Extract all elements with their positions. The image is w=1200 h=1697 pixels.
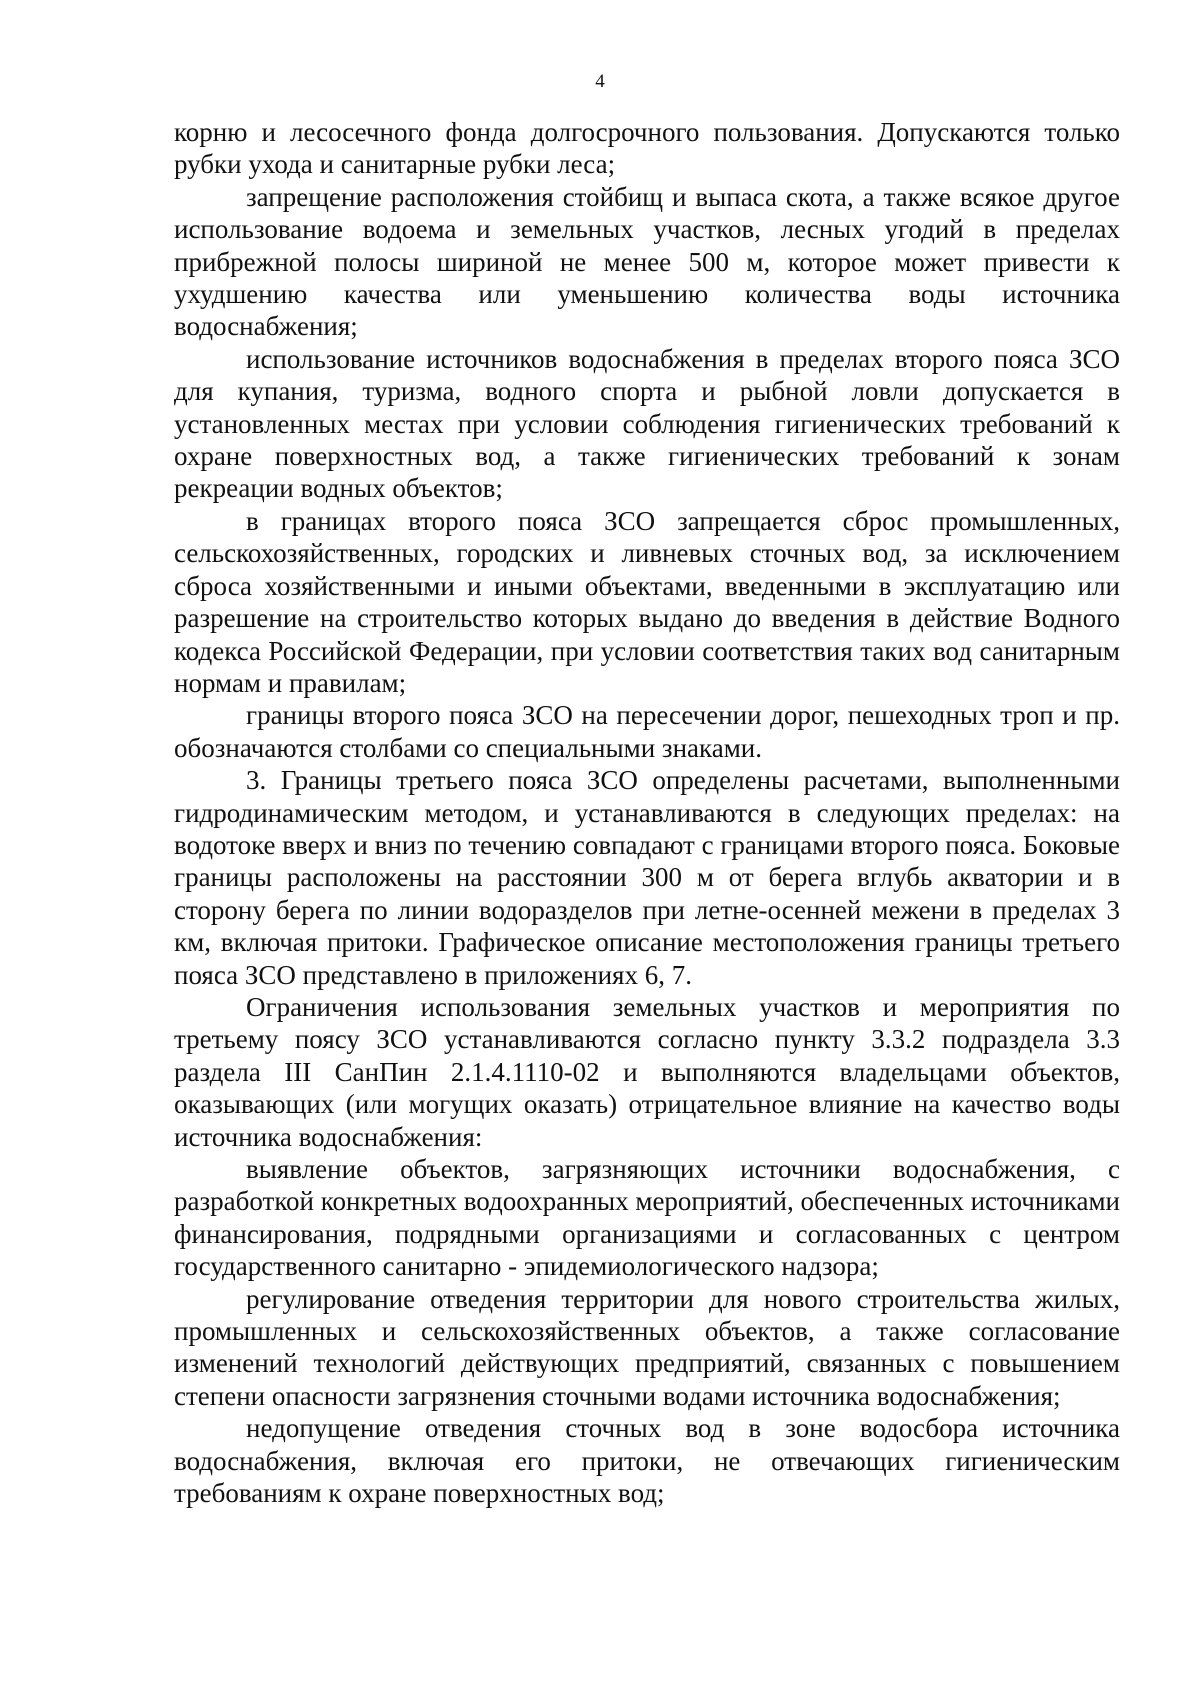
paragraph: регулирование отведения территории для нового строительства жилых, промышленных и сельскохозяйственных объектов, а также согласование изменений технологий действующих предприятий, связанных с повышением степени опасности загрязнения сточными водами источника водоснабжения; [174,1283,1120,1411]
paragraph: выявление объектов, загрязняющих источники водоснабжения, с разработкой конкретных водоохранных мероприятий, обеспеченных источниками финансирования, подрядными организациями и согласованных с центром государственного санитарно - эпидемиологического надзора; [174,1154,1120,1282]
paragraph: запрещение расположения стойбищ и выпаса скота, а также всякое другое использование водоема и земельных участков, лесных угодий в пределах прибрежной полосы шириной не менее 500 м, которое может привести к ухудшению качества или уменьшению количества воды источника водоснабжения; [174,181,1120,342]
paragraph: недопущение отведения сточных вод в зоне водосбора источника водоснабжения, включая его притоки, не отвечающих гигиеническим требованиям к охране поверхностных вод; [174,1413,1120,1509]
document-body [174,116,1120,1509]
paragraph: использование источников водоснабжения в пределах второго пояса ЗСО для купания, туризма, водного спорта и рыбной ловли допускается в установленных местах при условии соблюдения гигиенических требований к охране поверхностных вод, а также гигиенических требований к зонам рекреации водных объектов; [174,343,1120,504]
paragraph: в границах второго пояса ЗСО запрещается сброс промышленных, сельскохозяйственных, городских и ливневых сточных вод, за исключением сброса хозяйственными и иными объектами, введенными в эксплуатацию или разрешение на строительство которых выдано до введения в действие Водного кодекса Российской Федерации, при условии соответствия таких вод санитарным нормам и правилам; [174,505,1120,698]
paragraph: 3. Границы третьего пояса ЗСО определены расчетами, выполненными гидродинамическим методом, и устанавливаются в следующих пределах: на водотоке вверх и вниз по течению совпадают с границами второго пояса. Боковые границы расположены на расстоянии 300 м от берега вглубь акватории и в сторону берега по линии водоразделов при летне-осенней межени в пределах 3 км, включая притоки. Графическое описание местоположения границы третьего пояса ЗСО представлено в приложениях 6, 7. [174,765,1120,990]
paragraph: Ограничения использования земельных участков и мероприятия по третьему поясу ЗСО устанавливаются согласно пункту 3.3.2 подраздела 3.3 раздела III СанПин 2.1.4.1110-02 и выполняются владельцами объектов, оказывающих (или могущих оказать) отрицательное влияние на качество воды источника водоснабжения: [174,991,1120,1152]
page-number: 4 [595,71,605,92]
paragraph: корню и лесосечного фонда долгосрочного пользования. Допускаются только рубки ухода и санитарные рубки леса; [174,117,1120,180]
paragraph: границы второго пояса ЗСО на пересечении дорог, пешеходных троп и пр. обозначаются столбами со специальными знаками. [174,700,1120,763]
